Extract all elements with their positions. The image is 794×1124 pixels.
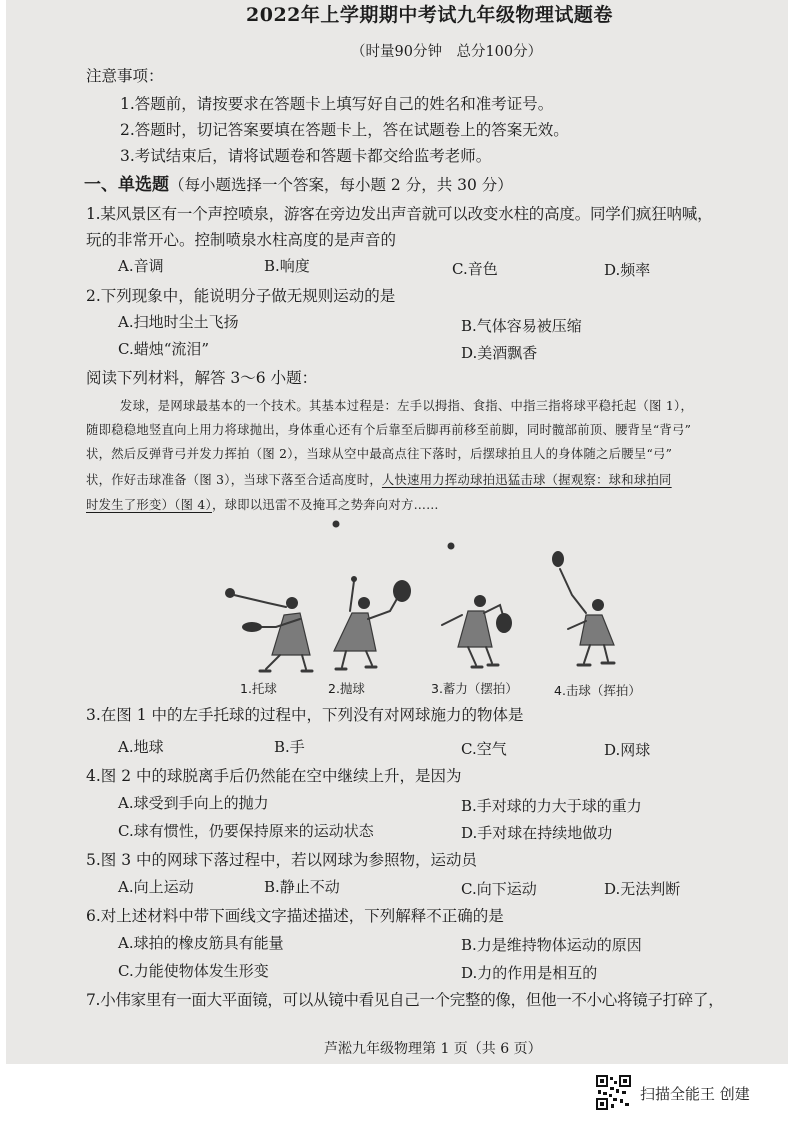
tennis-ball bbox=[448, 543, 455, 550]
q1-option-c: C.音色 bbox=[452, 260, 498, 278]
tennis-ball bbox=[333, 521, 340, 528]
q4-option-a: A.球受到手向上的抛力 bbox=[118, 794, 269, 812]
exam-duration-score: （时量90分钟 总分100分） bbox=[351, 44, 543, 60]
page-footer: 芦淞九年级物理第 1 页（共 6 页） bbox=[324, 1041, 542, 1057]
question-3-stem: 3.在图 1 中的左手托球的过程中，下列没有对网球施力的物体是 bbox=[86, 706, 524, 724]
q3-option-a: A.地球 bbox=[118, 738, 164, 756]
section-note: （每小题选择一个答案，每小题 2 分，共 30 分） bbox=[169, 176, 513, 194]
passage-line: 状，然后反弹背弓并发力挥拍（图 2），当球从空中最高点往下落时，后摆球拍且人的身体随之后腰呈“弓” bbox=[86, 447, 673, 461]
q6-option-b: B.力是维持物体运动的原因 bbox=[461, 936, 642, 954]
q1-option-d: D.频率 bbox=[604, 261, 651, 279]
section-heading bbox=[84, 170, 513, 195]
passage-text: 状，作好击球准备（图 3），当球下落至合适高度时， bbox=[86, 473, 382, 487]
q5-option-b: B.静止不动 bbox=[264, 878, 340, 896]
question-1-stem: 1.某风景区有一个声控喷泉，游客在旁边发出声音就可以改变水柱的高度。同学们疯狂呐喊， bbox=[86, 205, 713, 223]
passage-line-4 bbox=[86, 470, 672, 488]
q2-option-d: D.美酒飘香 bbox=[461, 344, 538, 362]
question-4-stem: 4.图 2 中的球脱离手后仍然能在空中继续上升，是因为 bbox=[86, 767, 462, 785]
q4-option-b: B.手对球的力大于球的重力 bbox=[461, 797, 642, 815]
q5-option-a: A.向上运动 bbox=[118, 878, 194, 896]
q2-option-b: B.气体容易被压缩 bbox=[461, 317, 582, 335]
figure-caption: 4.击球（挥拍） bbox=[554, 683, 641, 698]
q3-option-d: D.网球 bbox=[604, 741, 651, 759]
q1-option-a: A.音调 bbox=[118, 257, 164, 275]
player-figure-4 bbox=[552, 551, 614, 665]
qr-code-icon bbox=[596, 1075, 631, 1110]
tennis-serve-figure bbox=[206, 515, 676, 680]
passage-text: ，球即以迅雷不及掩耳之势奔向对方…… bbox=[212, 498, 439, 512]
q6-option-d: D.力的作用是相互的 bbox=[461, 964, 598, 982]
passage-line: 随即稳稳地竖直向上用力将球抛出，身体重心还有个后靠至后脚再前移至前脚，同时髋部前顶、腰背呈“背弓” bbox=[86, 423, 692, 437]
figure-caption: 2.抛球 bbox=[328, 681, 365, 696]
q6-option-a: A.球拍的橡皮筋具有能量 bbox=[118, 934, 284, 952]
underlined-text: 时发生了形变）（图 4） bbox=[86, 498, 213, 512]
question-2-stem: 2.下列现象中，能说明分子做无规则运动的是 bbox=[86, 287, 396, 305]
q2-option-c: C.蜡烛“流泪” bbox=[118, 340, 210, 358]
question-6-stem: 6.对上述材料中带下画线文字描述描述，下列解释不正确的是 bbox=[86, 907, 504, 925]
exam-page bbox=[6, 0, 788, 1064]
notice-item: 1.答题前，请按要求在答题卡上填写好自己的姓名和准考证号。 bbox=[120, 95, 554, 113]
q4-option-c: C.球有惯性，仍要保持原来的运动状态 bbox=[118, 822, 374, 840]
scanner-watermark: 扫描全能王 创建 bbox=[640, 1085, 750, 1103]
q6-option-c: C.力能使物体发生形变 bbox=[118, 962, 269, 980]
question-7-stem: 7.小伟家里有一面大平面镜，可以从镜中看见自己一个完整的像，但他一不小心将镜子打碎了， bbox=[86, 991, 724, 1009]
figure-caption: 3.蓄力（摆拍） bbox=[431, 681, 518, 696]
player-figure-1 bbox=[225, 588, 312, 671]
underlined-text: 人快速用力挥动球拍迅猛击球（握观察：球和球拍同 bbox=[381, 473, 672, 487]
reading-intro: 阅读下列材料，解答 3～6 小题： bbox=[86, 369, 318, 387]
figure-caption: 1.托球 bbox=[240, 681, 277, 696]
q4-option-d: D.手对球在持续地做功 bbox=[461, 824, 613, 842]
section-title: 一、单选题 bbox=[84, 175, 169, 195]
q5-option-c: C.向下运动 bbox=[461, 880, 537, 898]
notice-item: 3.考试结束后，请将试题卷和答题卡都交给监考老师。 bbox=[120, 147, 492, 165]
q3-option-b: B.手 bbox=[274, 738, 305, 756]
question-5-stem: 5.图 3 中的网球下落过程中，若以网球为参照物，运动员 bbox=[86, 851, 478, 869]
player-figure-3 bbox=[442, 595, 512, 667]
question-1-stem-cont: 玩的非常开心。控制喷泉水柱高度的是声音的 bbox=[86, 231, 397, 249]
page-title: 2022年上学期期中考试九年级物理试题卷 bbox=[246, 4, 613, 26]
q1-option-b: B.响度 bbox=[264, 257, 310, 275]
q3-option-c: C.空气 bbox=[461, 740, 507, 758]
notice-heading: 注意事项： bbox=[86, 67, 164, 85]
notice-item: 2.答题时，切记答案要填在答题卡上，答在试题卷上的答案无效。 bbox=[120, 121, 569, 139]
q5-option-d: D.无法判断 bbox=[604, 880, 681, 898]
passage-line-5 bbox=[86, 495, 439, 513]
player-figure-2 bbox=[334, 576, 411, 669]
q2-option-a: A.扫地时尘土飞扬 bbox=[118, 313, 239, 331]
passage-line: 发球，是网球最基本的一个技术。其基本过程是：左手以拇指、食指、中指三指将球平稳托起（图 1）， bbox=[120, 399, 694, 413]
